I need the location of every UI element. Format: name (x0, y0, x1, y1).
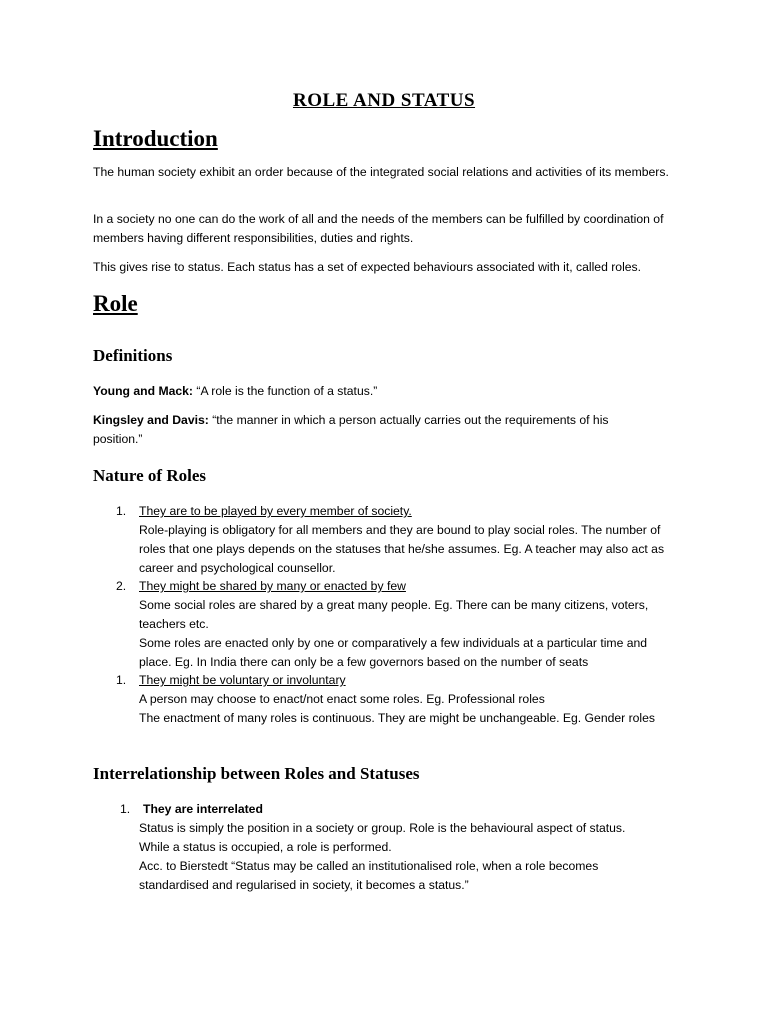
nature-item-1-title: They are to be played by every member of society. (139, 504, 412, 518)
interrelation-item-1-title: They are interrelated (143, 802, 263, 816)
nature-item-2-body: Some social roles are shared by a great many people. Eg. There can be many citizens, voters, teachers etc. (139, 598, 649, 631)
document-title: ROLE AND STATUS (292, 90, 476, 111)
nature-item-3-body-2: The enactment of many roles is continuous. They are might be unchangeable. Eg. Gender roles (139, 711, 656, 725)
intro-heading: Introduction (93, 126, 218, 151)
definition-2-author: Kingsley and Davis: (93, 413, 209, 427)
interrelationship-heading: Interrelationship between Roles and Statuses (93, 764, 420, 783)
definition-1-author: Young and Mack: (93, 384, 193, 398)
interrelation-item-1-number: 1. (120, 802, 131, 816)
interrelation-item-1-line-2: While a status is occupied, a role is performed. (139, 840, 392, 854)
nature-heading: Nature of Roles (93, 466, 206, 485)
nature-item-3-number: 1. (116, 673, 127, 687)
definition-2-text: “the manner in which a person actually carries out the requirements of his position.” (93, 413, 609, 446)
nature-item-2-title: They might be shared by many or enacted by few (139, 579, 406, 593)
nature-item-2-body-2: Some roles are enacted only by one or comparatively a few individuals at a particular time and place. Eg. In India there can only be a few governors based on the number of seats (139, 636, 648, 669)
nature-item-3-title: They might be voluntary or involuntary (139, 673, 346, 687)
intro-paragraph-3: This gives rise to status. Each status has a set of expected behaviours associated with it, called roles. (93, 260, 642, 274)
definition-1 (93, 382, 683, 401)
nature-item-3-body: A person may choose to enact/not enact some roles. Eg. Professional roles (139, 692, 545, 706)
role-heading: Role (93, 291, 138, 316)
intro-paragraph-2: In a society no one can do the work of all and the needs of the members can be fulfilled by coordination of members having different responsibilities, duties and rights. (93, 212, 664, 245)
nature-item-1-number: 1. (116, 504, 127, 518)
intro-paragraph-1: The human society exhibit an order because of the integrated social relations and activities of its members. (93, 165, 669, 179)
nature-item-2-number: 2. (116, 579, 127, 593)
interrelation-item-1-line-1: Status is simply the position in a society or group. Role is the behavioural aspect of status. (139, 821, 626, 835)
interrelation-item-1-author: Acc. to Bierstedt (139, 859, 228, 873)
nature-item-1-body: Role-playing is obligatory for all members and they are bound to play social roles. The number of roles that one plays depends on the statuses that he/she assumes. Eg. A teacher may also act as career and psychological counsellor. (139, 523, 665, 575)
definitions-heading: Definitions (93, 346, 173, 365)
definition-1-text: “A role is the function of a status.” (193, 384, 378, 398)
interrelation-item-1-line-3 (139, 857, 659, 895)
interrelation-item-1-quote: “Status may be called an institutionalised role, when a role becomes standardised and regularised in society, it becomes a status.” (139, 859, 599, 892)
definition-2 (93, 411, 653, 449)
